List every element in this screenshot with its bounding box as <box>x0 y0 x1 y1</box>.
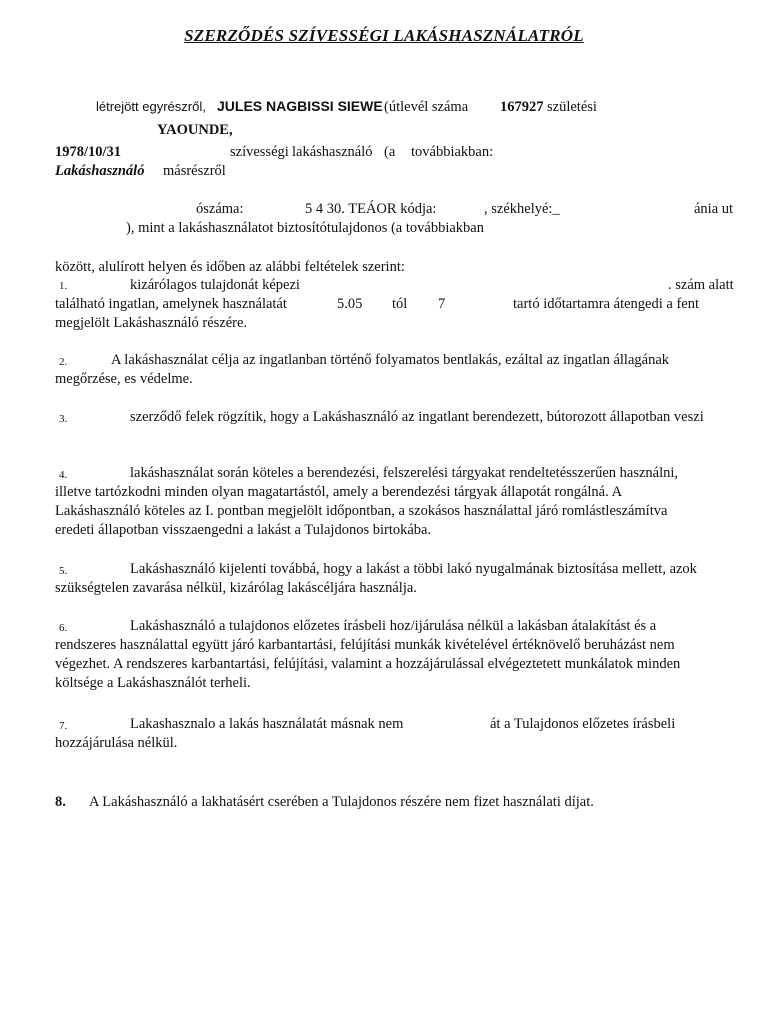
clause-6-number: 6. <box>59 622 68 634</box>
clause-4-line3: Lakáshasználó köteles az I. pontban megjelölt időpontban, a szokásos használattal járó romlástleszámítva <box>55 503 668 519</box>
passport-number: 167927 <box>500 99 544 115</box>
clause-4-line2: illetve tartózkodni minden olyan magatartástól, amely a berendezési tárgyak állapotát rongálná. A <box>55 484 623 500</box>
clause-3-line1: szerződő felek rögzítik, hogy a Lakáshasználó az ingatlant berendezett, bútorozott állapotban veszi <box>130 409 704 425</box>
clause-4-line4: eredeti állapotban visszaengedni a lakást a Tulajdonos birtokába. <box>55 522 432 538</box>
clause-8-line1: A Lakáshasználó a lakhatásért cserében a Tulajdonos részére nem fizet használati díjat. <box>89 794 594 810</box>
role-word-2: lakáshasználó <box>292 144 373 160</box>
party2-line1-a: ószáma: <box>196 201 244 217</box>
clause-4-number: 4. <box>59 469 68 481</box>
clause-1-number: 1. <box>59 280 68 292</box>
party2-line1-b: 5 4 30. TEÁOR kódja: <box>305 201 437 217</box>
role-word-3: (a <box>384 144 396 160</box>
clause-6-line2: rendszeres használattal együtt járó karbantartási, felújítási munkák kivételével értéknövelő beruházást nem <box>55 637 675 653</box>
clause-8-number: 8. <box>55 794 66 810</box>
clause-1-line2-e: tartó időtartamra átengedi a fent <box>513 296 699 312</box>
clause-3-number: 3. <box>59 413 68 425</box>
clause-5-number: 5. <box>59 565 68 577</box>
clause-1-line2-a: található ingatlan, amelynek használatát <box>55 296 287 312</box>
party2-line2: ), mint a lakáshasználatot biztosítótulajdonos (a továbbiakban <box>126 220 484 236</box>
document-title: SZERZŐDÉS SZÍVESSÉGI LAKÁSHASZNÁLATRÓL <box>184 26 584 45</box>
birth-date: 1978/10/31 <box>55 144 122 160</box>
clause-6-line3: végezhet. A rendszeres karbantartási, felújítási, valamint a hozzájárulással elvégeztetett munkálatok minden <box>55 656 681 672</box>
clause-2-line2: megőrzése, es védelme. <box>55 371 193 387</box>
clause-7-text-a: Lakashasznalo a lakás használatát másnak nem <box>130 716 404 732</box>
party2-line1-d: ánia ut <box>694 201 734 217</box>
clause-7-text-b: át a Tulajdonos előzetes írásbeli <box>490 716 676 732</box>
clause-2-line1: A lakáshasználat célja az ingatlanban történő folyamatos bentlakás, ezáltal az ingatlan állagának <box>111 352 670 368</box>
clause-1-text-a: kizárólagos tulajdonát képezi <box>130 277 300 293</box>
party1-intro: létrejött egyrészről, <box>96 99 206 114</box>
clause-7-number: 7. <box>59 720 68 732</box>
clause-1-line2-c: tól <box>392 296 408 312</box>
other-side: másrészről <box>163 163 226 179</box>
role-word-1: szívességi <box>230 144 289 160</box>
between-text: között, alulírott helyen és időben az alábbi feltételek szerint: <box>55 259 405 275</box>
role-word-4: továbbiakban: <box>411 144 494 160</box>
clause-7-line2: hozzájárulása nélkül. <box>55 735 178 751</box>
clause-2-number: 2. <box>59 356 68 368</box>
birth-label: születési <box>547 99 597 115</box>
clause-1-text-b: . szám alatt <box>668 277 734 293</box>
clause-1-line3: megjelölt Lakáshasználó részére. <box>55 315 248 331</box>
clause-4-line1: lakáshasználat során köteles a berendezési, felszerelési tárgyakat rendeltetésszerűen használni, <box>130 465 679 481</box>
party2-line1-c: , székhelyé:_ <box>484 201 560 217</box>
birth-place: YAOUNDE, <box>157 122 233 138</box>
clause-6-line1: Lakáshasználó a tulajdonos előzetes írásbeli hoz/ijárulása nélkül a lakásban átalakítást és a <box>130 618 657 634</box>
clause-1-line2-d: 7 <box>438 296 446 312</box>
clause-6-line4: költsége a Lakáshasználót terheli. <box>55 675 251 691</box>
clause-5-line1: Lakáshasználó kijelenti továbbá, hogy a lakást a többi lakó nyugalmának biztosítása mellett, azok <box>130 561 697 577</box>
party1-name: JULES NAGBISSI SIEWE <box>217 98 383 114</box>
clause-1-line2-b: 5.05 <box>337 296 363 312</box>
passport-label: (útlevél száma <box>384 99 469 115</box>
party1-alias: Lakáshasználó <box>55 163 145 179</box>
clause-5-line2: szükségtelen zavarása nélkül, kizárólag lakáscéljára használja. <box>55 580 417 596</box>
